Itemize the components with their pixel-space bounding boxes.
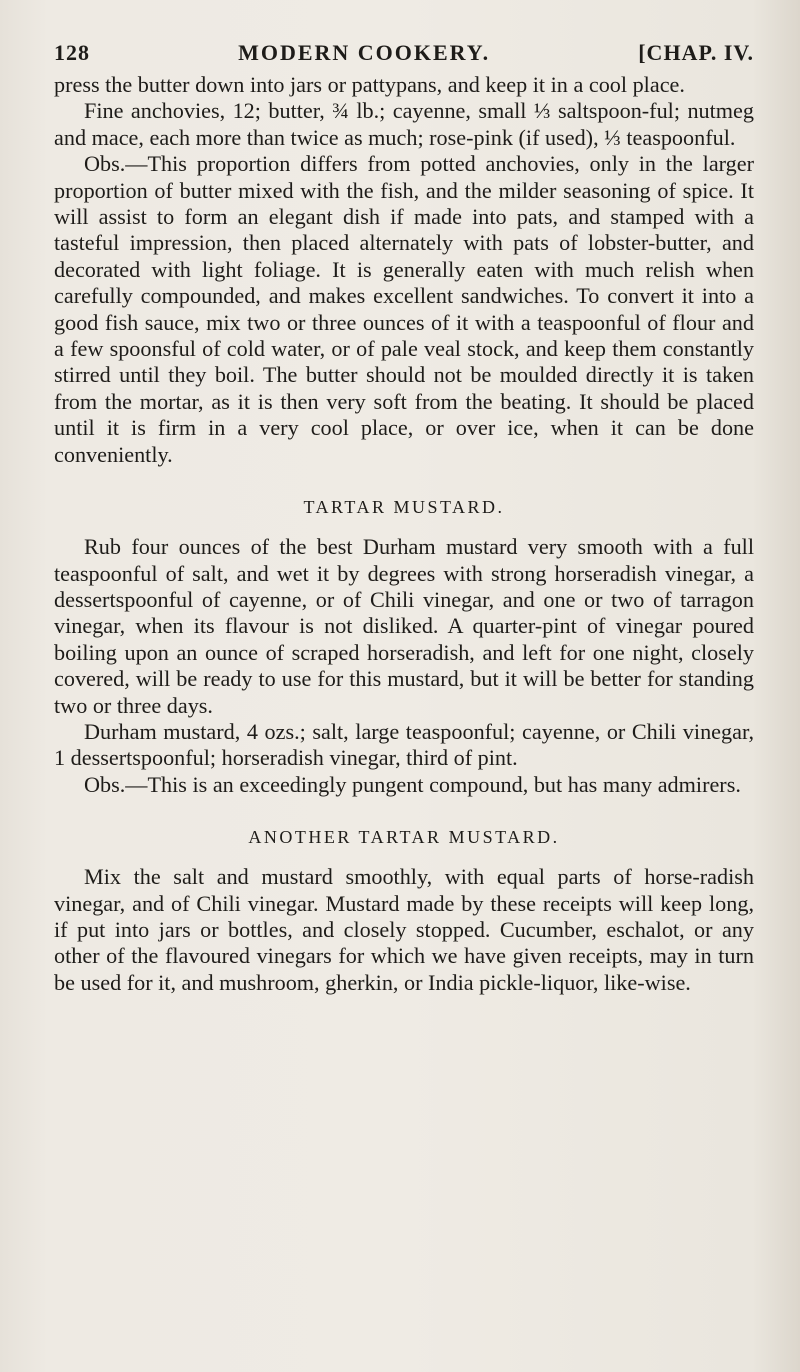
potted-anchovies-continuation: press the butter down into jars or pattypans, and keep it in a cool place. [54,72,685,97]
potted-anchovies-observation: Obs.—This proportion differs from potted anchovies, only in the larger proportion of butter mixed with the fish, and the milder seasoning of spice. It will assist to form an elegant dish if made into pats, and stamped with a tasteful impression, then placed alternately with pats of lobster-butter, and decorated with light foliage. It is generally eaten with much relish when carefully compounded, and makes excellent sandwiches. To convert it into a good fish sauce, mix two or three ounces of it with a teaspoonful of flour and a few spoonsful of cold water, or of pale veal stock, and keep them constantly stirred until they boil. The butter should not be moulded directly it is taken from the mortar, as it is then very soft from the beating. It should be placed until it is firm in a very cool place, or over ice, when it can be done conveniently. [54,151,754,467]
running-head [54,40,754,66]
tartar-mustard-method: Rub four ounces of the best Durham mustard very smooth with a full teaspoonful of salt, and wet it by degrees with strong horseradish vinegar, a dessertspoonful of cayenne, or of Chili vinegar, and one or two of tarragon vinegar, when its flavour is not disliked. A quarter-pint of vinegar poured boiling upon an ounce of scraped horseradish, and left for one night, closely covered, will be ready to use for this mustard, but it will be better for standing two or three days. [54,534,754,718]
tartar-mustard-observation: Obs.—This is an exceedingly pungent compound, but has many admirers. [84,771,741,797]
another-tartar-mustard-heading: ANOTHER TARTAR MUSTARD. [248,827,560,848]
potted-anchovies-ingredients: Fine anchovies, 12; butter, ¾ lb.; cayenne, small ⅓ saltspoon-ful; nutmeg and mace, each more than twice as much; rose-pink (if used), ⅓ teaspoonful. [54,98,754,150]
book-title: MODERN COOKERY. [238,40,491,65]
chapter-label: [CHAP. IV. [638,40,754,65]
page-number: 128 [54,40,90,65]
tartar-mustard-heading: TARTAR MUSTARD. [303,497,505,518]
another-tartar-mustard-method: Mix the salt and mustard smoothly, with equal parts of horse-radish vinegar, and of Chili vinegar. Mustard made by these receipts will keep long, if put into jars or bottles, and closely stopped. Cucumber, eschalot, or any other of the flavoured vinegars for which we have given receipts, may in turn be used for it, and mushroom, gherkin, or India pickle-liquor, like-wise. [54,864,754,995]
tartar-mustard-ingredients: Durham mustard, 4 ozs.; salt, large teaspoonful; cayenne, or Chili vinegar, 1 dessertspoonful; horseradish vinegar, third of pint. [54,718,754,771]
